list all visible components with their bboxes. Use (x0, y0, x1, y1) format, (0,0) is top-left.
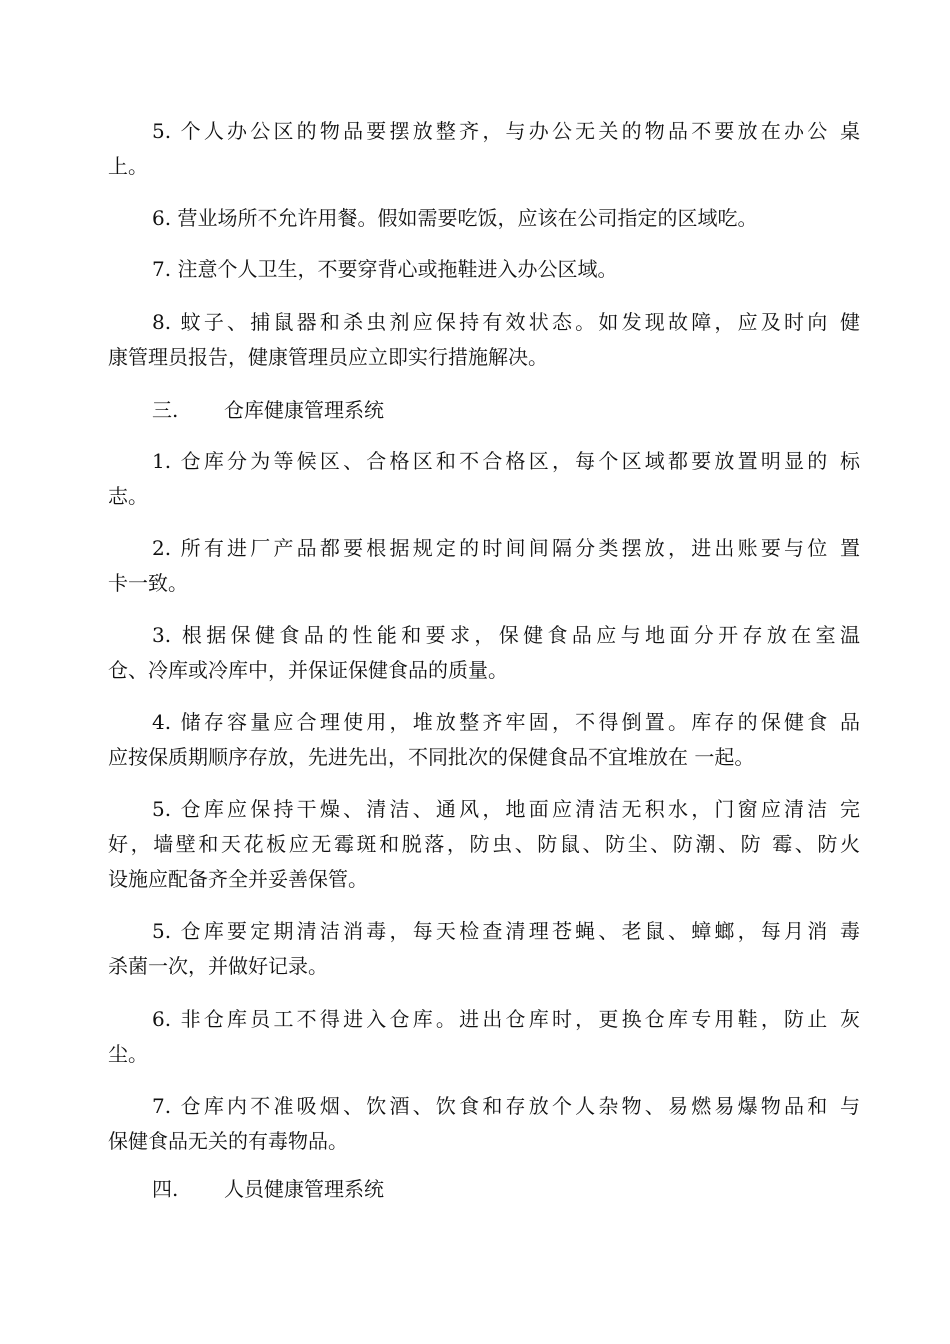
text-line: 5. 仓库要定期清洁消毒，每天检查清理苍蝇、老鼠、蟑螂，每月消 毒 (152, 919, 860, 943)
text-line: 设施应配备齐全并妥善保管。 (108, 867, 368, 891)
text-line: 杀菌一次，并做好记录。 (108, 954, 328, 978)
paragraph-prohibited-items (108, 1089, 860, 1159)
text-line: 保健食品无关的有毒物品。 (108, 1129, 348, 1153)
paragraph-personal-hygiene (108, 252, 860, 287)
text-line: 5. 个人办公区的物品要摆放整齐，与办公无关的物品不要放在办公 桌 (152, 119, 860, 143)
text-line: 尘。 (108, 1042, 148, 1066)
paragraph-disinfection (108, 914, 860, 984)
text-line: 7. 仓库内不准吸烟、饮酒、饮食和存放个人杂物、易燃易爆物品和 与 (152, 1094, 860, 1118)
paragraph-pest-control (108, 305, 860, 375)
text-line: 上。 (108, 154, 148, 178)
text-line: 7. 注意个人卫生，不要穿背心或拖鞋进入办公区域。 (152, 257, 618, 281)
text-line: 1. 仓库分为等候区、合格区和不合格区，每个区域都要放置明显的 标 (152, 449, 860, 473)
paragraph-storage-capacity (108, 705, 860, 775)
text-line: 6. 营业场所不允许用餐。假如需要吃饭，应该在公司指定的区域吃。 (152, 206, 758, 230)
paragraph-access-restriction (108, 1002, 860, 1072)
text-line: 好，墙壁和天花板应无霉斑和脱落，防虫、防鼠、防尘、防潮、防 霉、防火 (108, 832, 860, 856)
paragraph-warehouse-zones (108, 444, 860, 514)
section-title: 人员健康管理系统 (224, 1177, 384, 1201)
paragraph-storage-conditions (108, 618, 860, 688)
section-number: 三. (152, 398, 179, 422)
paragraph-warehouse-environment (108, 792, 860, 897)
text-line: 4. 储存容量应合理使用，堆放整齐牢固，不得倒置。库存的保健食 品 (152, 710, 860, 734)
text-line: 3. 根据保健食品的性能和要求，保健食品应与地面分开存放在室温 (152, 623, 860, 647)
paragraph-no-dining (108, 201, 860, 236)
text-line: 康管理员报告，健康管理员应立即实行措施解决。 (108, 345, 548, 369)
text-line: 5. 仓库应保持干燥、清洁、通风，地面应清洁无积水，门窗应清洁 完 (152, 797, 860, 821)
text-line: 2. 所有进厂产品都要根据规定的时间间隔分类摆放，进出账要与位 置 (152, 536, 860, 560)
section-heading-warehouse (152, 393, 384, 428)
paragraph-office-items (108, 114, 860, 184)
section-number: 四. (152, 1177, 179, 1201)
text-line: 志。 (108, 484, 148, 508)
section-heading-personnel (152, 1172, 384, 1207)
paragraph-product-placement (108, 531, 860, 601)
text-line: 6. 非仓库员工不得进入仓库。进出仓库时，更换仓库专用鞋，防止 灰 (152, 1007, 860, 1031)
text-line: 应按保质期顺序存放，先进先出，不同批次的保健食品不宜堆放在 一起。 (108, 745, 755, 769)
text-line: 卡一致。 (108, 571, 188, 595)
text-line: 8. 蚊子、捕鼠器和杀虫剂应保持有效状态。如发现故障，应及时向 健 (152, 310, 860, 334)
text-line: 仓、冷库或冷库中，并保证保健食品的质量。 (108, 658, 508, 682)
section-title: 仓库健康管理系统 (224, 398, 384, 422)
